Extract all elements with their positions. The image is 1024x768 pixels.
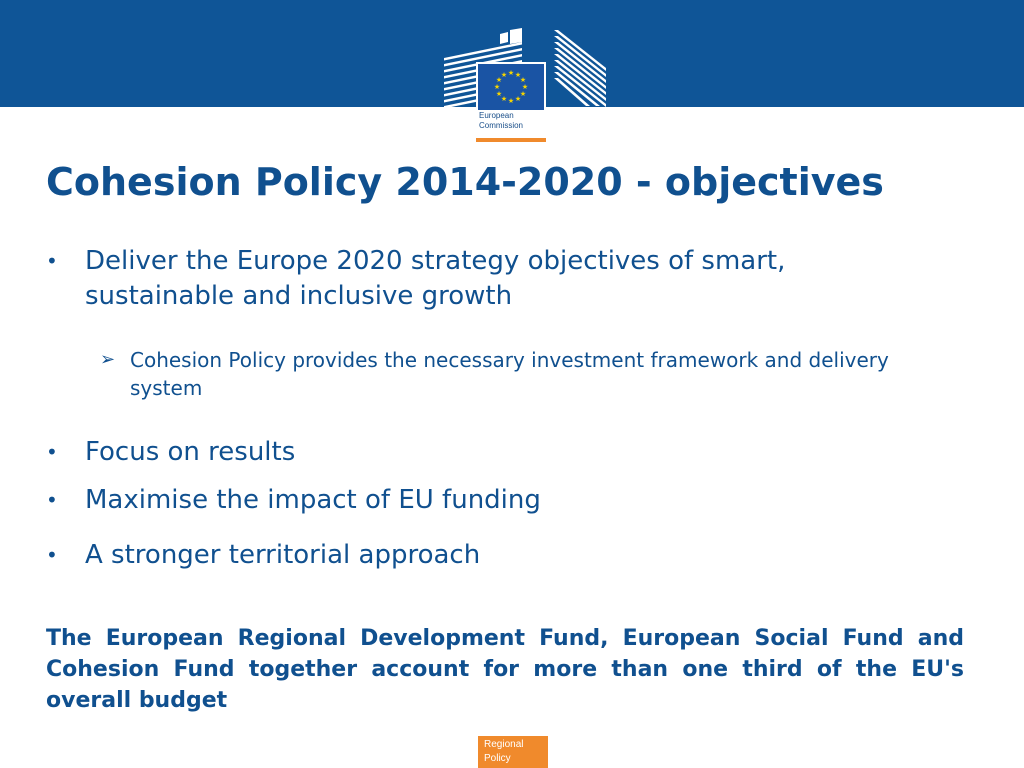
svg-text:★: ★ bbox=[521, 83, 529, 91]
sub-bullet-text: Cohesion Policy provides the necessary investment framework and delivery system bbox=[130, 348, 889, 400]
svg-text:★: ★ bbox=[493, 83, 501, 91]
bullet-text: A stronger territorial approach bbox=[85, 540, 481, 570]
logo-accent-bar bbox=[476, 138, 546, 142]
svg-text:★: ★ bbox=[500, 71, 508, 79]
tag-line2: Policy bbox=[484, 753, 511, 764]
logo-caption bbox=[476, 110, 546, 140]
sub-bullet-item bbox=[100, 346, 910, 402]
bullet-marker: • bbox=[46, 543, 58, 567]
svg-text:★: ★ bbox=[519, 90, 527, 98]
bullet-item bbox=[46, 483, 885, 518]
bullet-item bbox=[46, 435, 885, 470]
bullet-text: Maximise the impact of EU funding bbox=[85, 485, 541, 515]
arrow-bullet-icon: ➢ bbox=[100, 349, 116, 370]
logo-caption-line2: Commission bbox=[479, 121, 524, 130]
logo-caption-line1: European bbox=[479, 111, 514, 120]
bullet-item bbox=[46, 244, 885, 314]
tag-line1: Regional bbox=[484, 739, 524, 750]
bullet-text: Deliver the Europe 2020 strategy objectives of smart, sustainable and inclusive growth bbox=[85, 246, 786, 311]
regional-policy-tag bbox=[478, 736, 548, 768]
bullet-marker: • bbox=[46, 249, 58, 273]
svg-text:★: ★ bbox=[495, 90, 503, 98]
svg-text:★: ★ bbox=[514, 71, 522, 79]
bullet-marker: • bbox=[46, 488, 58, 512]
svg-text:★: ★ bbox=[519, 76, 527, 84]
svg-text:★: ★ bbox=[500, 95, 508, 103]
svg-text:★: ★ bbox=[514, 95, 522, 103]
bullet-text: Focus on results bbox=[85, 437, 296, 467]
svg-text:★: ★ bbox=[507, 69, 515, 77]
budget-note: The European Regional Development Fund, European Social Fund and Cohesion Fund together account for more than one third of the EU's overall budget bbox=[46, 626, 964, 713]
slide-title: Cohesion Policy 2014-2020 - objectives bbox=[46, 160, 884, 204]
svg-text:★: ★ bbox=[507, 97, 515, 105]
bullet-marker: • bbox=[46, 440, 58, 464]
svg-text:★: ★ bbox=[495, 76, 503, 84]
bullet-item bbox=[46, 538, 885, 573]
